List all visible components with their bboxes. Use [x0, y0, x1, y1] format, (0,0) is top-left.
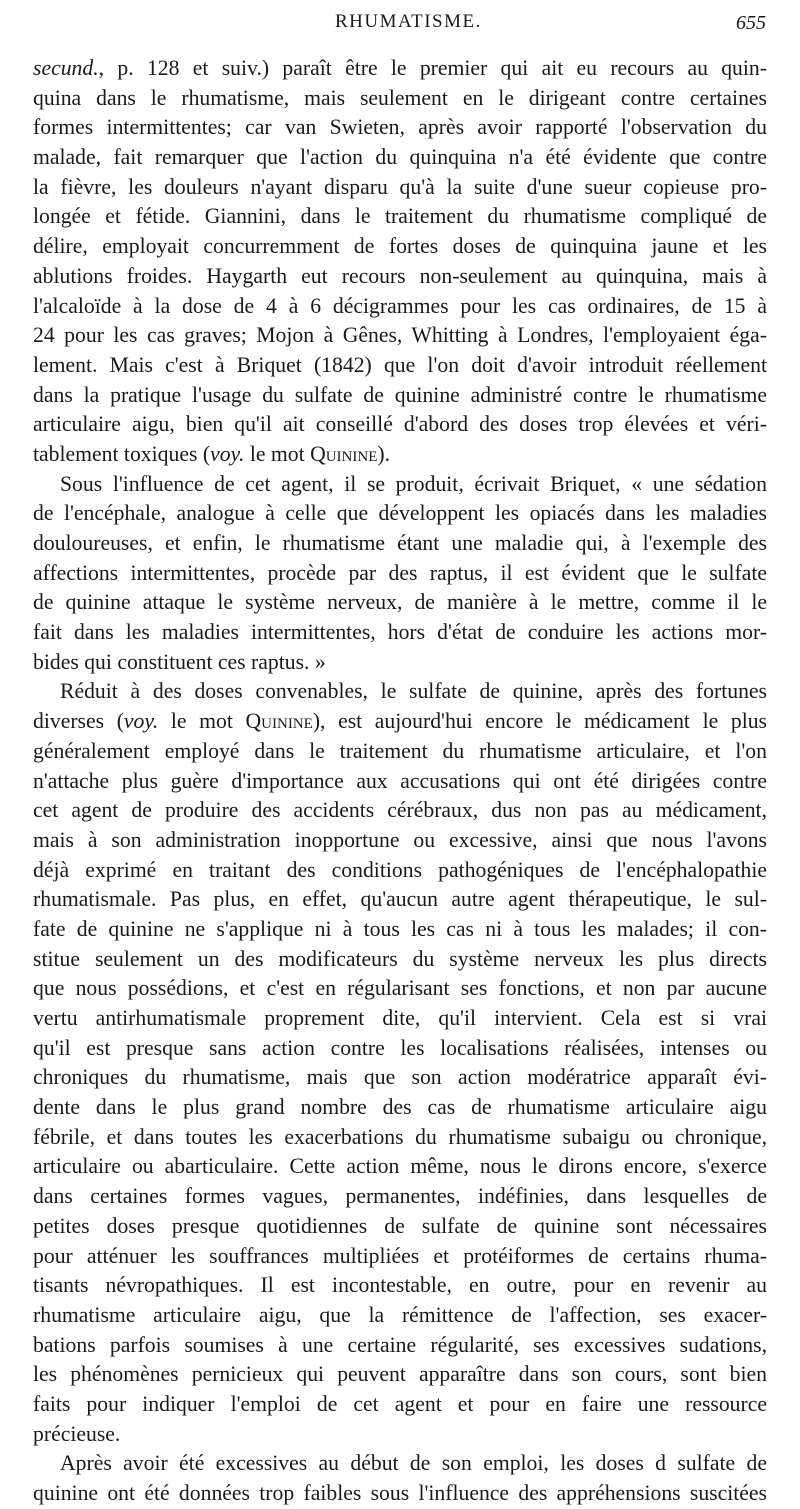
text-line: faits pour indiquer l'emploi de cet agent et pour en faire une ressource — [33, 1391, 767, 1416]
page-number: 655 — [736, 12, 766, 34]
text-line: les phénomènes pernicieux qui peuvent apparaître dans son cours, sont bien — [33, 1362, 767, 1387]
text-line: n'attache plus guère d'importance aux accusations qui ont été dirigées contre — [33, 768, 767, 793]
text-line: malade, fait remarquer que l'action du quinquina n'a été évidente que contre — [33, 145, 767, 170]
text-line: quinine ont été données trop faibles sous l'influence des appréhensions suscitées — [33, 1481, 767, 1505]
text-line: que nous possédions, et c'est en régularisant ses fonctions, et non par aucune — [33, 976, 767, 1001]
text-line: pour atténuer les souffrances multipliées et protéiformes de certains rhuma- — [33, 1243, 767, 1268]
text-line: l'alcaloïde à la dose de 4 à 6 décigrammes pour les cas ordinaires, de 15 à — [33, 293, 767, 318]
paragraph — [33, 677, 767, 1449]
text-line: la fièvre, les douleurs n'ayant disparu qu'à la suite d'une sueur copieuse pro- — [33, 174, 767, 199]
page-header — [0, 4, 800, 40]
text-line: articulaire ou abarticulaire. Cette action même, nous le dirons encore, s'exerce — [33, 1154, 767, 1179]
text-line: délire, employait concurremment de fortes doses de quinquina jaune et les — [33, 234, 767, 259]
text-line: dans certaines formes vagues, permanentes, indéfinies, dans lesquelles de — [33, 1184, 767, 1209]
text-line: rhumatismale. Pas plus, en effet, qu'aucun autre agent thérapeutique, le sul- — [33, 887, 767, 912]
text-line: mais à son administration inopportune ou excessive, ainsi que nous l'avons — [33, 827, 767, 852]
text-line: stitue seulement un des modificateurs du système nerveux les plus directs — [33, 946, 767, 971]
text-line: qu'il est presque sans action contre les localisations réalisées, intenses ou — [33, 1035, 767, 1060]
text-line: dans la pratique l'usage du sulfate de quinine administré contre le rhumatisme — [33, 382, 767, 407]
text-line: de quinine attaque le système nerveux, de manière à le mettre, comme il le — [33, 590, 767, 615]
text-line: diverses (voy. le mot Quinine), est aujourd'hui encore le médicament le plus — [33, 709, 767, 734]
text-line: Sous l'influence de cet agent, il se produit, écrivait Briquet, « une sédation — [60, 471, 767, 496]
text-line: fait dans les maladies intermittentes, hors d'état de conduire les actions mor- — [33, 620, 767, 645]
paragraph — [33, 470, 767, 678]
running-title: RHUMATISME. — [335, 11, 482, 32]
text-line: secund., p. 128 et suiv.) paraît être le premier qui ait eu recours au quin- — [33, 56, 767, 80]
text-line: fébrile, et dans toutes les exacerbations du rhumatisme subaigu ou chronique, — [33, 1124, 767, 1149]
text-line: Après avoir été excessives au début de son emploi, les doses d sulfate de — [60, 1451, 767, 1476]
text-line: bides qui constituent ces raptus. » — [33, 649, 326, 674]
text-line: bations parfois soumises à une certaine régularité, ses excessives sudations, — [33, 1332, 767, 1357]
text-line: articulaire aigu, bien qu'il ait conseillé d'abord des doses trop élevées et véri- — [33, 412, 767, 437]
paragraph — [33, 1449, 767, 1508]
text-line: petites doses presque quotidiennes de sulfate de quinine sont nécessaires — [33, 1213, 767, 1238]
text-line: ablutions froides. Haygarth eut recours non-seulement au quinquina, mais à — [33, 263, 767, 288]
text-line: quina dans le rhumatisme, mais seulement en le dirigeant contre certaines — [33, 85, 767, 110]
text-line: tisants névropathiques. Il est incontestable, en outre, pour en revenir au — [33, 1273, 767, 1298]
text-line: déjà exprimé en traitant des conditions pathogéniques de l'encéphalopathie — [33, 857, 767, 882]
text-line: vertu antirhumatismale proprement dite, qu'il intervient. Cela est si vrai — [33, 1006, 767, 1030]
text-line: rhumatisme articulaire aigu, que la rémittence de l'affection, ses exacer- — [33, 1302, 767, 1327]
text-line: cet agent de produire des accidents cérébraux, dus non pas au médicament, — [33, 798, 767, 823]
text-line: formes intermittentes; car van Swieten, après avoir rapporté l'observation du — [33, 115, 767, 140]
text-line: tablement toxiques (voy. le mot Quinine). — [33, 441, 391, 466]
text-line: douloureuses, et enfin, le rhumatisme étant une maladie qui, à l'exemple des — [33, 531, 767, 555]
text-line: affections intermittentes, procède par des raptus, il est évident que le sulfate — [33, 560, 767, 585]
text-line: généralement employé dans le traitement du rhumatisme articulaire, et l'on — [33, 738, 767, 763]
text-line: fate de quinine ne s'applique ni à tous les cas ni à tous les malades; il con- — [33, 916, 767, 941]
body-text — [33, 54, 767, 1509]
text-line: lement. Mais c'est à Briquet (1842) que l'on doit d'avoir introduit réellement — [33, 352, 767, 377]
text-line: dente dans le plus grand nombre des cas de rhumatisme articulaire aigu — [33, 1095, 767, 1120]
paragraph — [33, 54, 767, 470]
text-line: précieuse. — [33, 1421, 121, 1446]
text-line: longée et fétide. Giannini, dans le traitement du rhumatisme compliqué de — [33, 204, 767, 229]
text-line: 24 pour les cas graves; Mojon à Gênes, Whitting à Londres, l'employaient éga- — [33, 323, 767, 348]
text-line: chroniques du rhumatisme, mais que son action modératrice apparaît évi- — [33, 1065, 767, 1090]
text-line: Réduit à des doses convenables, le sulfate de quinine, après des fortunes — [60, 679, 767, 704]
text-line: de l'encéphale, analogue à celle que développent les opiacés dans les maladies — [33, 501, 767, 526]
